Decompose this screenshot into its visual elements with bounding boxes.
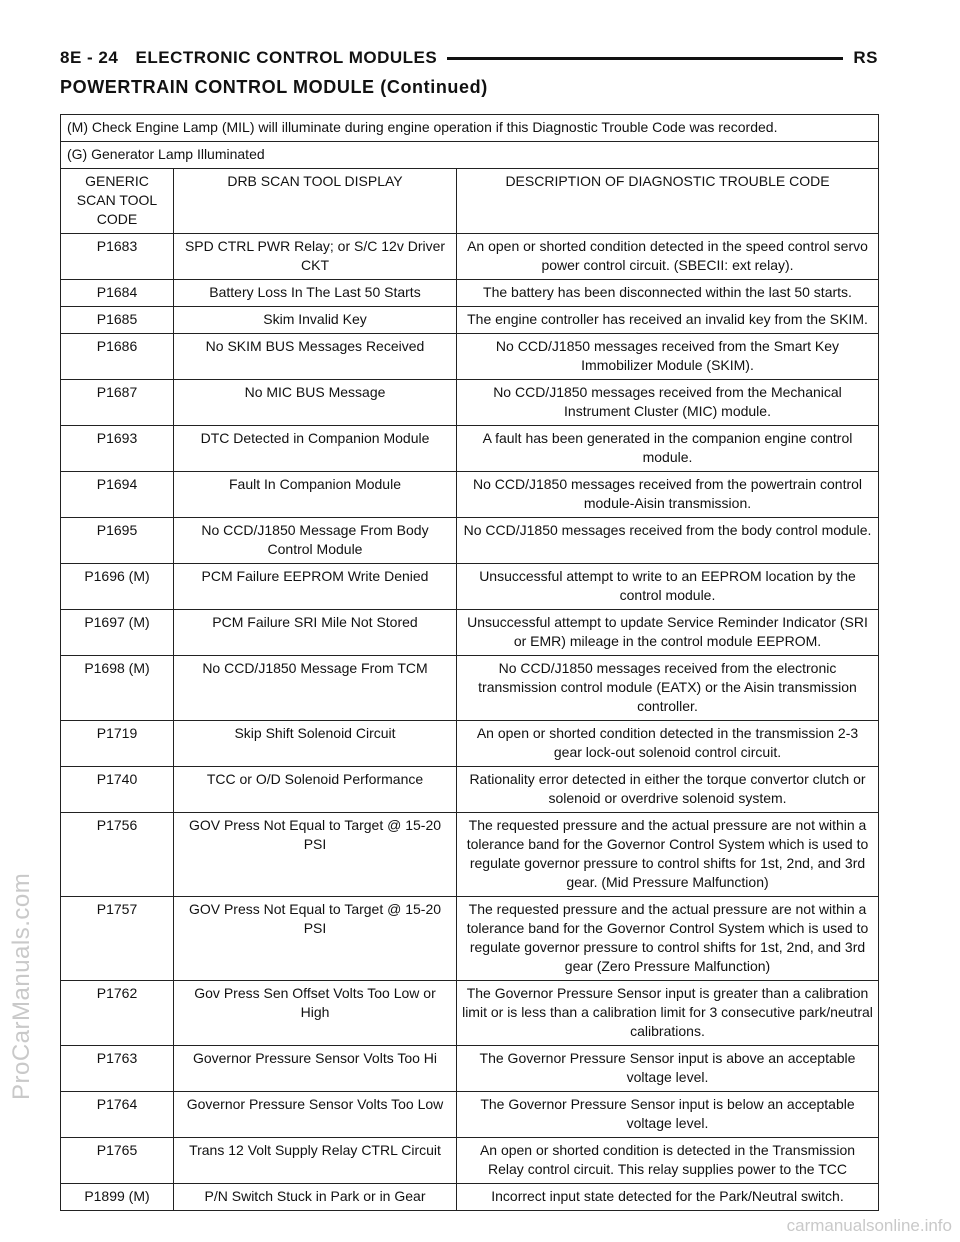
dtc-code: P1695 [61, 518, 174, 564]
drb-display: Gov Press Sen Offset Volts Too Low or High [174, 981, 457, 1046]
table-row [61, 280, 879, 307]
drb-display: PCM Failure EEPROM Write Denied [174, 564, 457, 610]
dtc-code: P1684 [61, 280, 174, 307]
dtc-description: The engine controller has received an invalid key from the SKIM. [457, 307, 879, 334]
dtc-table [60, 114, 879, 1211]
drb-display: No CCD/J1850 Message From TCM [174, 656, 457, 721]
drb-display: PCM Failure SRI Mile Not Stored [174, 610, 457, 656]
drb-display: Trans 12 Volt Supply Relay CTRL Circuit [174, 1138, 457, 1184]
drb-display: No SKIM BUS Messages Received [174, 334, 457, 380]
dtc-description: Rationality error detected in either the torque convertor clutch or solenoid or overdrive solenoid system. [457, 767, 879, 813]
table-row [61, 564, 879, 610]
dtc-description: Unsuccessful attempt to update Service Reminder Indicator (SRI or EMR) mileage in the control module EEPROM. [457, 610, 879, 656]
table-row [61, 813, 879, 897]
table-row [61, 307, 879, 334]
dtc-code: P1698 (M) [61, 656, 174, 721]
note-row [61, 142, 879, 169]
drb-display: Battery Loss In The Last 50 Starts [174, 280, 457, 307]
dtc-code: P1719 [61, 721, 174, 767]
table-row [61, 234, 879, 280]
table-row [61, 426, 879, 472]
note-row [61, 115, 879, 142]
drb-display: No CCD/J1850 Message From Body Control Module [174, 518, 457, 564]
dtc-description: An open or shorted condition is detected in the Transmission Relay control circuit. This relay supplies power to the TCC [457, 1138, 879, 1184]
dtc-code: P1899 (M) [61, 1184, 174, 1211]
column-header-display: DRB SCAN TOOL DISPLAY [174, 169, 457, 234]
dtc-code: P1697 (M) [61, 610, 174, 656]
dtc-description: No CCD/J1850 messages received from the Smart Key Immobilizer Module (SKIM). [457, 334, 879, 380]
drb-display: DTC Detected in Companion Module [174, 426, 457, 472]
table-row [61, 1184, 879, 1211]
dtc-code: P1693 [61, 426, 174, 472]
dtc-description: An open or shorted condition detected in the transmission 2-3 gear lock-out solenoid control circuit. [457, 721, 879, 767]
dtc-description: The requested pressure and the actual pressure are not within a tolerance band for the Governor Control System which is used to regulate governor pressure to control shifts for 1st, 2nd, and 3rd gear. (Mid Pressure Malfunction) [457, 813, 879, 897]
dtc-description: A fault has been generated in the companion engine control module. [457, 426, 879, 472]
dtc-description: The Governor Pressure Sensor input is greater than a calibration limit or is less than a calibration limit for 3 consecutive park/neutral calibrations. [457, 981, 879, 1046]
table-row [61, 1046, 879, 1092]
table-row [61, 472, 879, 518]
dtc-code: P1740 [61, 767, 174, 813]
drb-display: P/N Switch Stuck in Park or in Gear [174, 1184, 457, 1211]
chapter-title: ELECTRONIC CONTROL MODULES [135, 48, 438, 67]
dtc-code: P1696 (M) [61, 564, 174, 610]
dtc-description: The requested pressure and the actual pressure are not within a tolerance band for the Governor Control System which is used to regulate governor pressure to control shifts for 1st, 2nd, and 3rd gear (Zero Pressure Malfunction) [457, 897, 879, 981]
column-header-description: DESCRIPTION OF DIAGNOSTIC TROUBLE CODE [457, 169, 879, 234]
dtc-code: P1687 [61, 380, 174, 426]
dtc-description: The Governor Pressure Sensor input is above an acceptable voltage level. [457, 1046, 879, 1092]
drb-display: GOV Press Not Equal to Target @ 15-20 PSI [174, 897, 457, 981]
column-header-row [61, 169, 879, 234]
table-row [61, 656, 879, 721]
table-row [61, 897, 879, 981]
dtc-code: P1686 [61, 334, 174, 380]
dtc-description: Incorrect input state detected for the Park/Neutral switch. [457, 1184, 879, 1211]
bottom-watermark: carmanualsonline.info [786, 1216, 952, 1235]
dtc-code: P1763 [61, 1046, 174, 1092]
header-rule [447, 57, 843, 60]
note-mil: (M) Check Engine Lamp (MIL) will illuminate during engine operation if this Diagnostic Trouble Code was recorded. [61, 115, 879, 142]
note-generator: (G) Generator Lamp Illuminated [61, 142, 879, 169]
drb-display: Skip Shift Solenoid Circuit [174, 721, 457, 767]
header-left [60, 48, 437, 68]
dtc-code: P1756 [61, 813, 174, 897]
dtc-description: No CCD/J1850 messages received from the Mechanical Instrument Cluster (MIC) module. [457, 380, 879, 426]
dtc-description: No CCD/J1850 messages received from the electronic transmission control module (EATX) or the Aisin transmission controller. [457, 656, 879, 721]
dtc-code: P1765 [61, 1138, 174, 1184]
table-row [61, 518, 879, 564]
dtc-code: P1764 [61, 1092, 174, 1138]
dtc-description: An open or shorted condition detected in the speed control servo power control circuit. (SBECII: ext relay). [457, 234, 879, 280]
drb-display: Governor Pressure Sensor Volts Too Hi [174, 1046, 457, 1092]
table-row [61, 380, 879, 426]
table-row [61, 767, 879, 813]
drb-display: TCC or O/D Solenoid Performance [174, 767, 457, 813]
drb-display: Skim Invalid Key [174, 307, 457, 334]
table-row [61, 610, 879, 656]
model-code: RS [853, 48, 878, 67]
table-row [61, 981, 879, 1046]
drb-display: Fault In Companion Module [174, 472, 457, 518]
table-row [61, 1138, 879, 1184]
table-row [61, 334, 879, 380]
dtc-description: Unsuccessful attempt to write to an EEPROM location by the control module. [457, 564, 879, 610]
dtc-code: P1757 [61, 897, 174, 981]
dtc-code: P1694 [61, 472, 174, 518]
dtc-description: The battery has been disconnected within the last 50 starts. [457, 280, 879, 307]
dtc-description: No CCD/J1850 messages received from the body control module. [457, 518, 879, 564]
drb-display: GOV Press Not Equal to Target @ 15-20 PSI [174, 813, 457, 897]
drb-display: Governor Pressure Sensor Volts Too Low [174, 1092, 457, 1138]
page-header [60, 46, 878, 70]
table-row [61, 721, 879, 767]
page-number: 8E - 24 [60, 48, 119, 67]
section-title: POWERTRAIN CONTROL MODULE (Continued) [60, 77, 488, 97]
dtc-code: P1685 [61, 307, 174, 334]
dtc-description: No CCD/J1850 messages received from the powertrain control module-Aisin transmission. [457, 472, 879, 518]
dtc-code: P1683 [61, 234, 174, 280]
side-watermark: ProCarManuals.com [8, 872, 35, 1100]
dtc-description: The Governor Pressure Sensor input is below an acceptable voltage level. [457, 1092, 879, 1138]
drb-display: No MIC BUS Message [174, 380, 457, 426]
dtc-code: P1762 [61, 981, 174, 1046]
drb-display: SPD CTRL PWR Relay; or S/C 12v Driver CKT [174, 234, 457, 280]
column-header-code: GENERIC SCAN TOOL CODE [61, 169, 174, 234]
table-row [61, 1092, 879, 1138]
